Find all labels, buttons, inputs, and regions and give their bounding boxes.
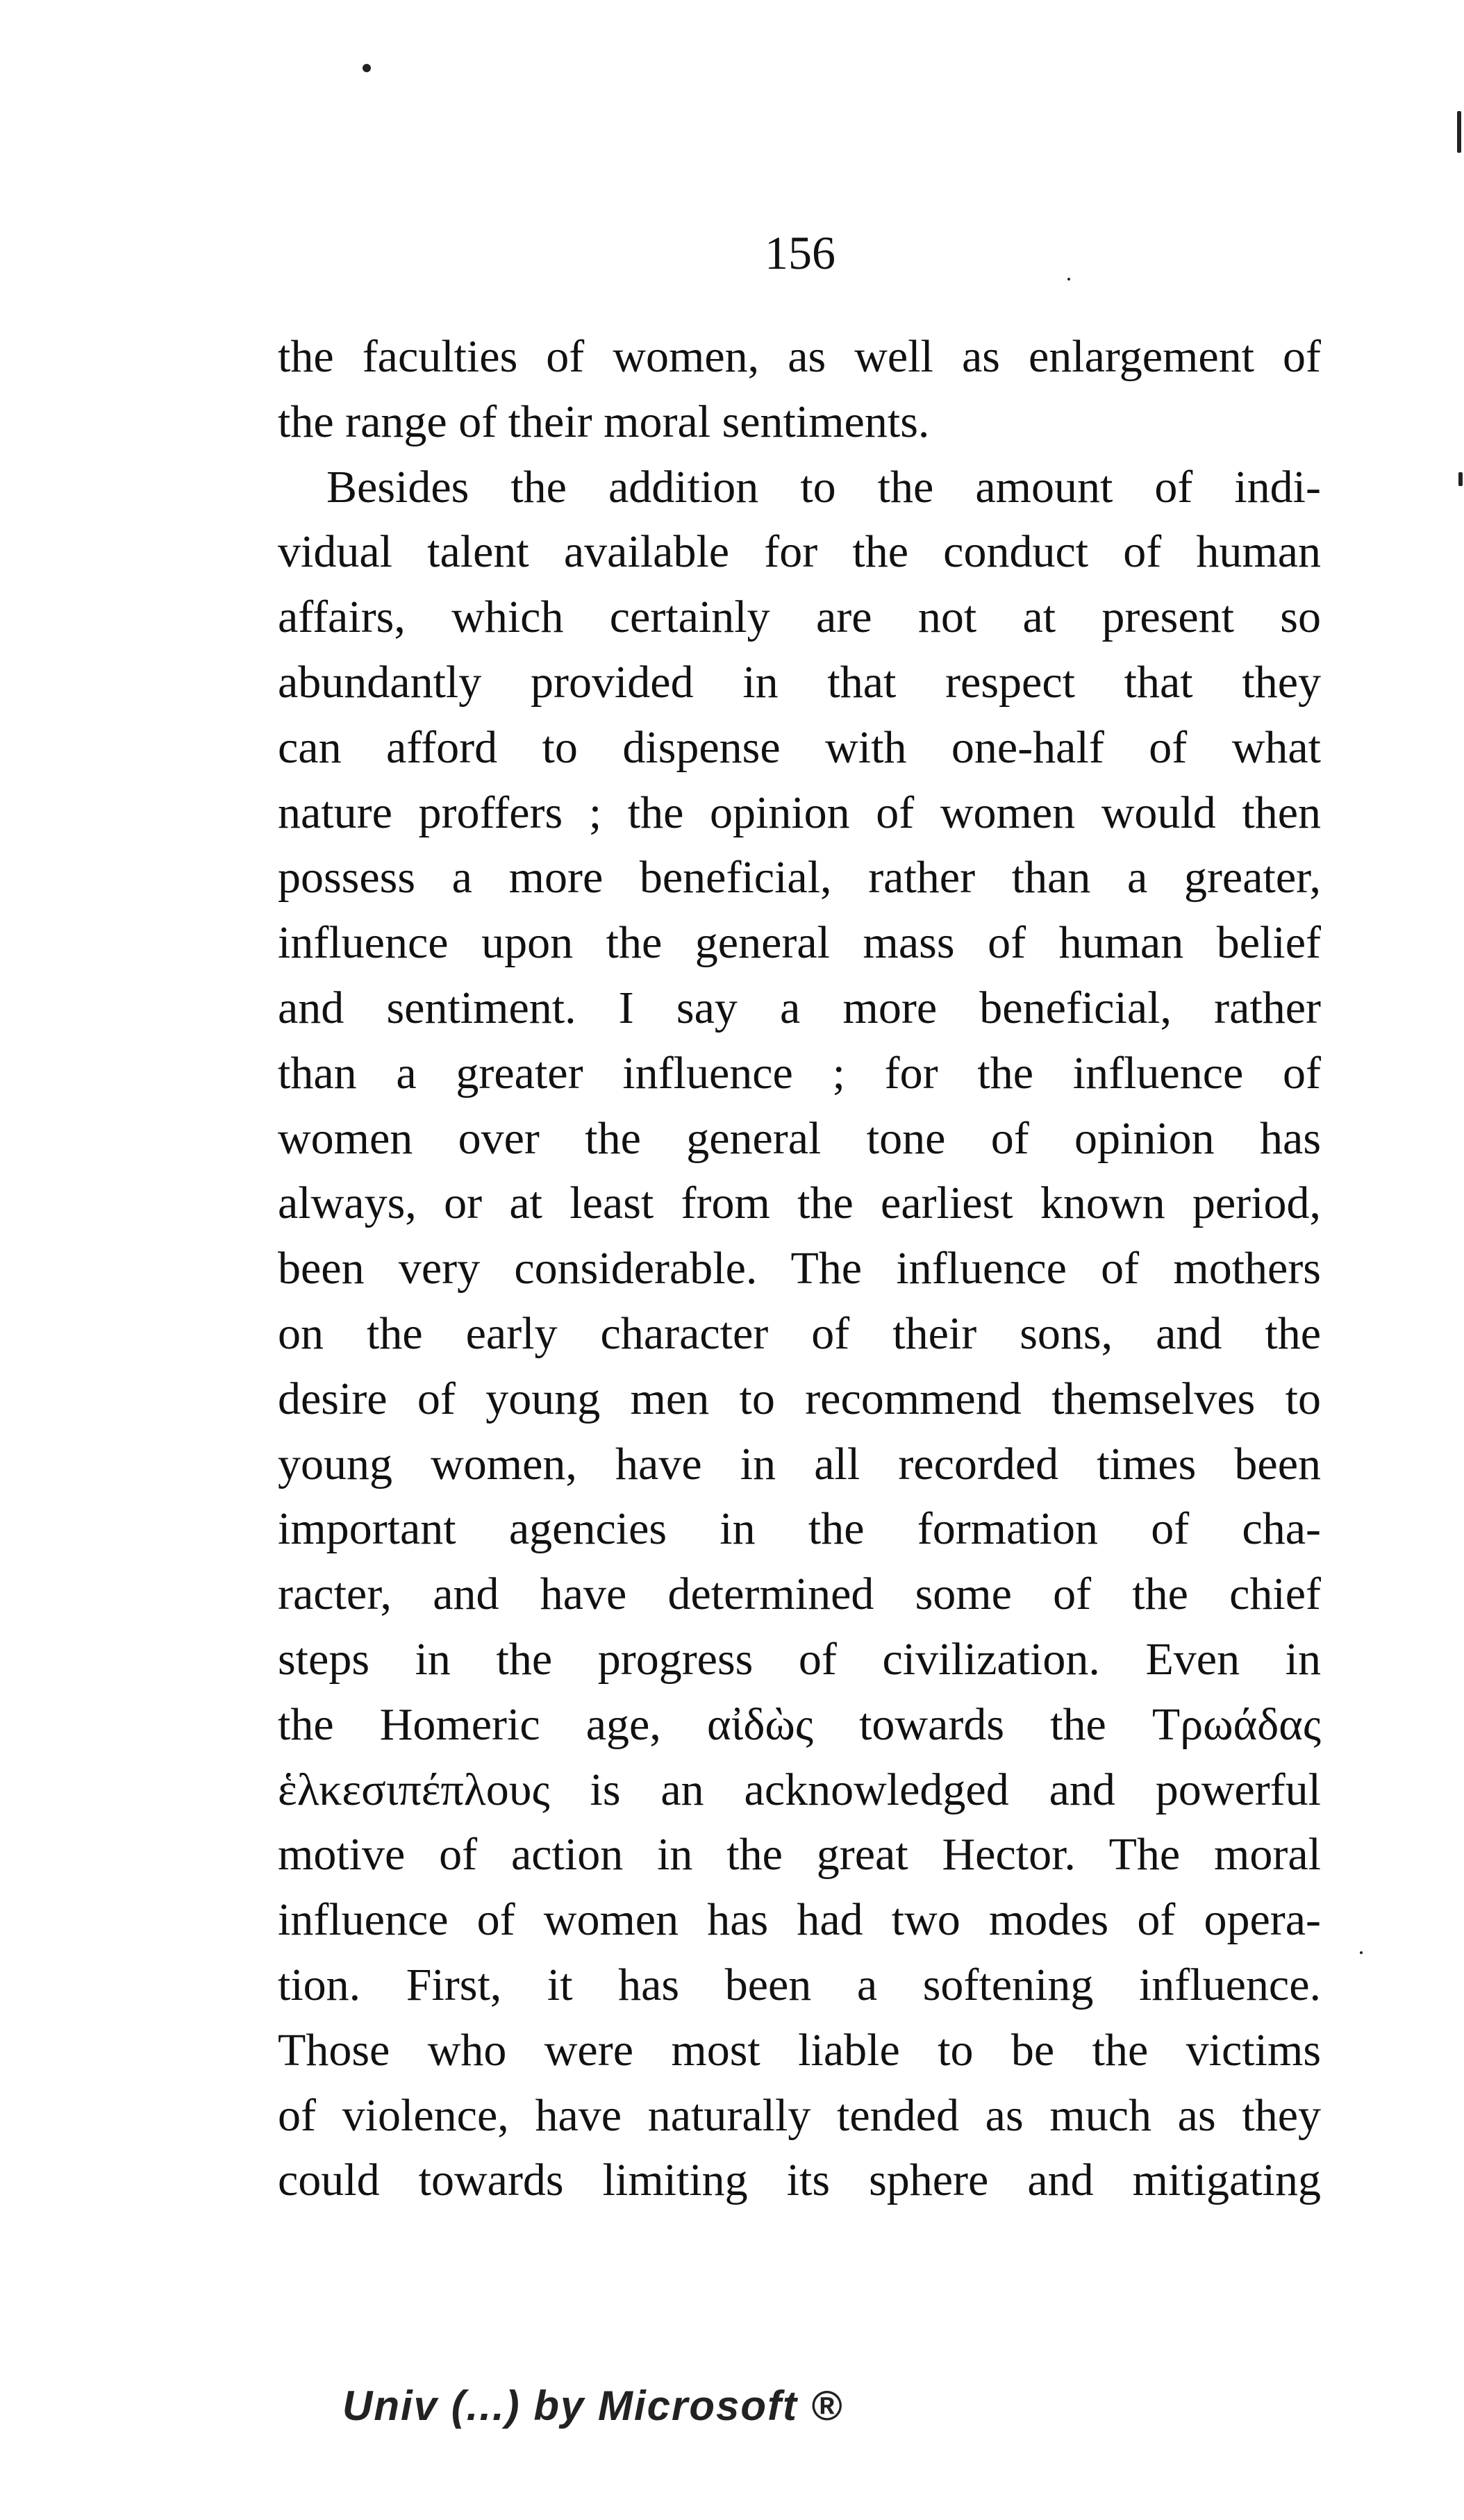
text-line: possess a more beneficial, rather than a greater, (278, 852, 1321, 903)
text-line: abundantly provided in that respect that they (278, 656, 1321, 708)
text-line: of violence, have naturally tended as much as they (278, 2089, 1321, 2141)
text-line: young women, have in all recorded times been (278, 1438, 1321, 1490)
text-line: than a greater influence ; for the influence of (278, 1047, 1321, 1099)
text-line: can afford to dispense with one-half of what (278, 721, 1321, 773)
text-line: vidual talent available for the conduct of human (278, 526, 1321, 578)
text-line: motive of action in the great Hector. The moral (278, 1829, 1321, 1880)
text-line: tion. First, it has been a softening influence. (278, 1959, 1321, 2010)
text-line: always, or at least from the earliest known period, (278, 1178, 1321, 1229)
text-line: been very considerable. The influence of mothers (278, 1243, 1321, 1294)
text-line: women over the general tone of opinion has (278, 1112, 1321, 1164)
scan-speck (1067, 278, 1070, 281)
page-number: 156 (765, 226, 835, 279)
body-text (278, 324, 1321, 2213)
text-line: affairs, which certainly are not at present so (278, 592, 1321, 643)
text-line: desire of young men to recommend themselves to (278, 1373, 1321, 1424)
text-line: the Homeric age, αἰδὼς towards the Τρωάδας (278, 1699, 1321, 1750)
text-line: could towards limiting its sphere and mitigating (278, 2155, 1321, 2206)
text-line: and sentiment. I say a more beneficial, rather (278, 982, 1321, 1033)
text-line: the range of their moral sentiments. (278, 396, 930, 447)
footer-watermark: Univ (...) by Microsoft ® (342, 2383, 843, 2429)
text-line: Besides the addition to the amount of indi- (326, 461, 1321, 512)
text-line: racter, and have determined some of the chief (278, 1569, 1321, 1620)
scan-speck (1360, 1951, 1363, 1954)
text-line: influence upon the general mass of human belief (278, 917, 1321, 969)
text-line: Those who were most liable to be the victims (278, 2024, 1321, 2076)
scan-edge-mark (1458, 472, 1463, 486)
text-line: important agencies in the formation of cha- (278, 1503, 1321, 1555)
text-line: influence of women has had two modes of opera- (278, 1894, 1321, 1946)
scan-speck (363, 64, 371, 72)
text-line: ἑλκεσιπέπλους is an acknowledged and powerful (278, 1764, 1321, 1815)
text-line: nature proffers ; the opinion of women would then (278, 787, 1321, 838)
text-line: on the early character of their sons, and the (278, 1308, 1321, 1359)
text-line: steps in the progress of civilization. Even in (278, 1633, 1321, 1685)
scan-edge-mark (1457, 111, 1461, 153)
text-line: the faculties of women, as well as enlargement of (278, 331, 1321, 382)
